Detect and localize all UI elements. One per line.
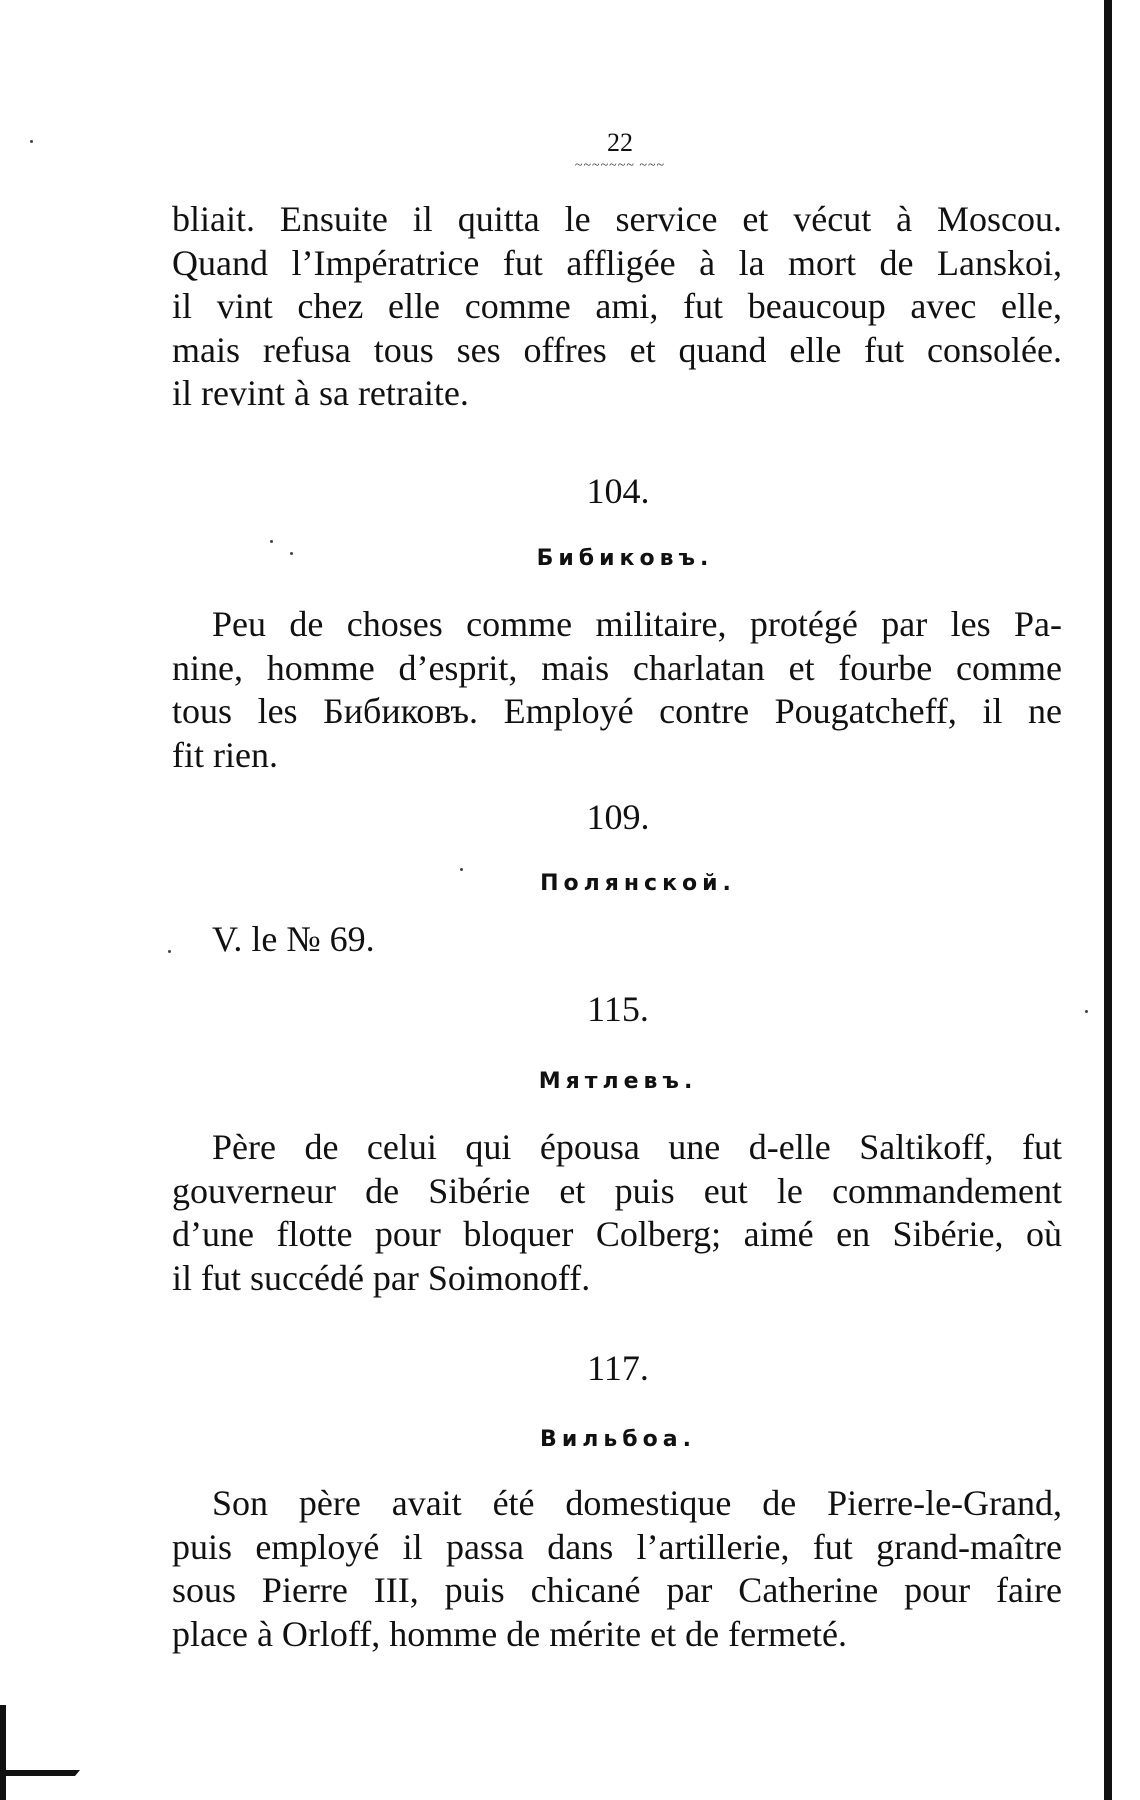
text-line: bliait. Ensuite il quitta le service et vécut à Moscou. [172,199,1062,239]
text-line: il fut succédé par Soimonoff. [172,1257,591,1298]
text-line: tous les Бибиковъ. Employé contre Pougatcheff, il ne [172,691,1062,731]
text-line: il vint chez elle comme ami, fut beaucoup avec elle, [172,286,1062,326]
cross-reference: V. le № 69. [212,919,375,959]
entry-number-115: 115. [587,989,649,1029]
intro-paragraph [172,198,1062,416]
page-number: 22 [607,128,633,157]
text-line: Peu de choses comme militaire, protégé par les Pa- [212,604,1062,644]
entry-number-104: 104. [586,471,650,511]
corner-scan-mark [0,1705,6,1800]
text-line: d’une flotte pour bloquer Colberg; aimé en Sibérie, où [172,1214,1062,1254]
text-line: place à Orloff, homme de mérite et de fermeté. [172,1613,848,1654]
text-line: mais refusa tous ses offres et quand elle fut consolée. [172,329,1062,370]
page-edge-rule [1104,0,1112,1800]
text-line: Quand l’Impératrice fut affligée à la mort de Lanskoi, [172,242,1062,283]
text-line: il revint à sa retraite. [172,373,469,413]
scan-speck [460,868,463,871]
entry-104-paragraph [172,603,1062,777]
scan-speck [290,552,293,555]
corner-scan-mark-foot [0,1770,80,1776]
text-line: gouverneur de Sibérie et puis eut le commandement [172,1170,1062,1211]
entry-name-myatlev: Мятлевъ. [538,1069,698,1094]
scan-speck [1085,1010,1088,1013]
text-line: sous Pierre III, puis chicané par Catherine pour faire [172,1570,1062,1610]
entry-name-vilboa: Вильбоа. [540,1427,696,1452]
text-line: Son père avait été domestique de Pierre-le-Grand, [212,1483,1062,1523]
entry-name-bibikov: Бибиковъ. [536,546,714,571]
entry-117-paragraph [172,1482,1062,1656]
text-line: puis employé il passa dans l’artillerie, fut grand-maître [172,1526,1062,1567]
entry-number-109: 109. [586,797,650,837]
text-line: nine, homme d’esprit, mais charlatan et fourbe comme [172,647,1062,688]
entry-name-polyanskoi: Полянской. [540,871,736,896]
header-ornament: ~~~~~~~ ~~~ [574,158,666,173]
text-line: fit rien. [172,734,278,775]
scan-speck [168,950,171,953]
entry-number-117: 117. [587,1348,649,1388]
entry-115-paragraph [172,1126,1062,1300]
scan-speck [270,540,273,543]
text-line: Père de celui qui épousa une d-elle Saltikoff, fut [212,1127,1062,1167]
scan-speck [30,140,33,143]
